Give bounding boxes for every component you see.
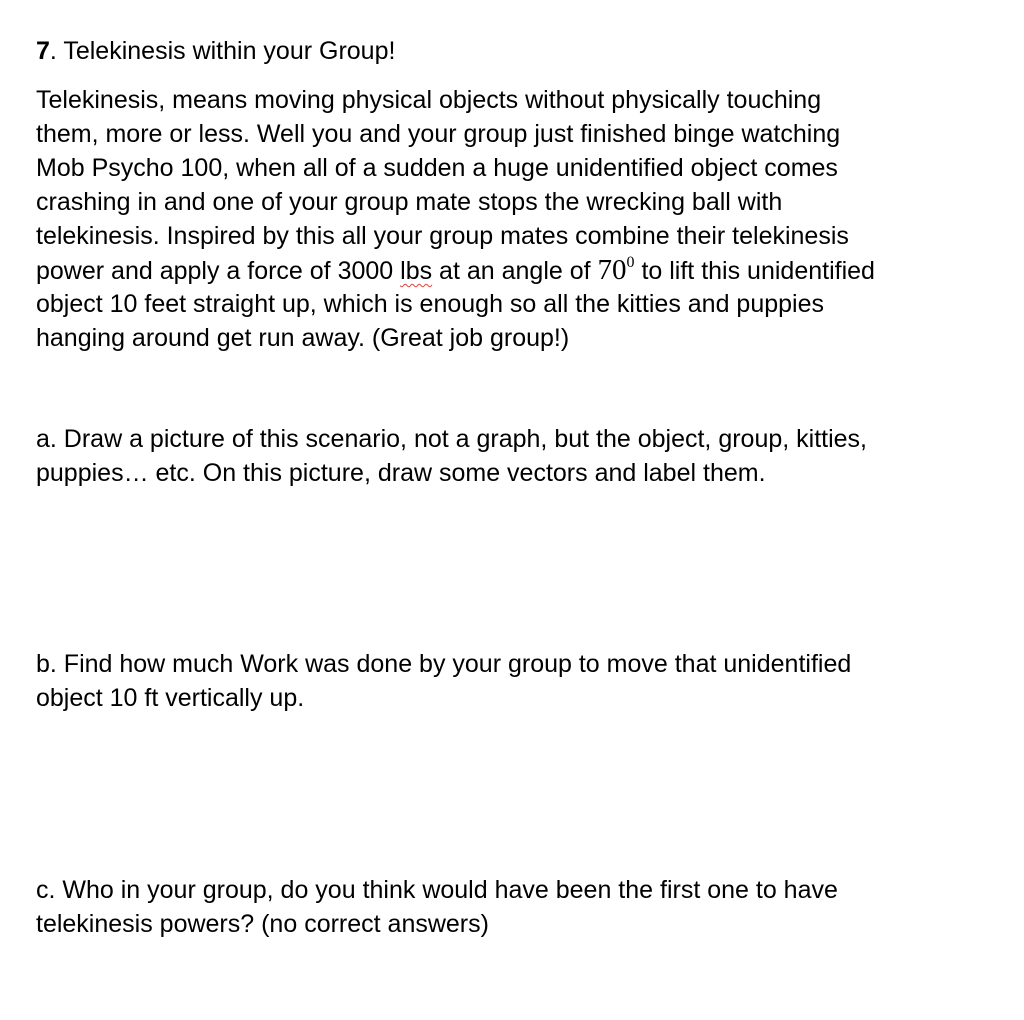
angle-value: $70^0$ [597, 254, 635, 286]
intro-line: crashing in and one of your group mate stops the wrecking ball with [36, 188, 783, 216]
part-b-line: b. Find how much Work was done by your group to move that unidentified [36, 650, 852, 678]
angle-text: at an angle of [432, 257, 598, 285]
intro-line: them, more or less. Well you and your group just finished binge watching [36, 120, 841, 148]
question-number: 7 [36, 37, 50, 65]
angle-degree-superscript: 0 [626, 254, 635, 271]
part-b-prompt [36, 647, 996, 715]
intro-line: Telekinesis, means moving physical objects without physically touching [36, 86, 822, 114]
intro-line-force [36, 253, 996, 287]
part-c-line: telekinesis powers? (no correct answers) [36, 910, 489, 938]
force-text: power and apply a force of 3000 [36, 257, 401, 285]
intro-line: hanging around get run away. (Great job group!) [36, 324, 570, 352]
intro-line: telekinesis. Inspired by this all your group mates combine their telekinesis [36, 222, 849, 250]
part-c-prompt [36, 873, 996, 941]
part-a-line: a. Draw a picture of this scenario, not a graph, but the object, group, kitties, [36, 425, 868, 453]
intro-line: Mob Psycho 100, when all of a sudden a huge unidentified object comes [36, 154, 838, 182]
part-a-prompt [36, 422, 996, 490]
intro-line: object 10 feet straight up, which is enough so all the kitties and puppies [36, 290, 825, 318]
question-title [36, 34, 395, 68]
force-unit-misspelled: lbs [400, 257, 433, 285]
part-b-line: object 10 ft vertically up. [36, 684, 305, 712]
part-c-line: c. Who in your group, do you think would have been the first one to have [36, 876, 838, 904]
force-text-end: to lift this unidentified [634, 257, 875, 285]
question-intro-paragraph [36, 83, 996, 355]
part-a-line: puppies… etc. On this picture, draw some vectors and label them. [36, 459, 766, 487]
question-title-text: . Telekinesis within your Group! [49, 37, 396, 65]
